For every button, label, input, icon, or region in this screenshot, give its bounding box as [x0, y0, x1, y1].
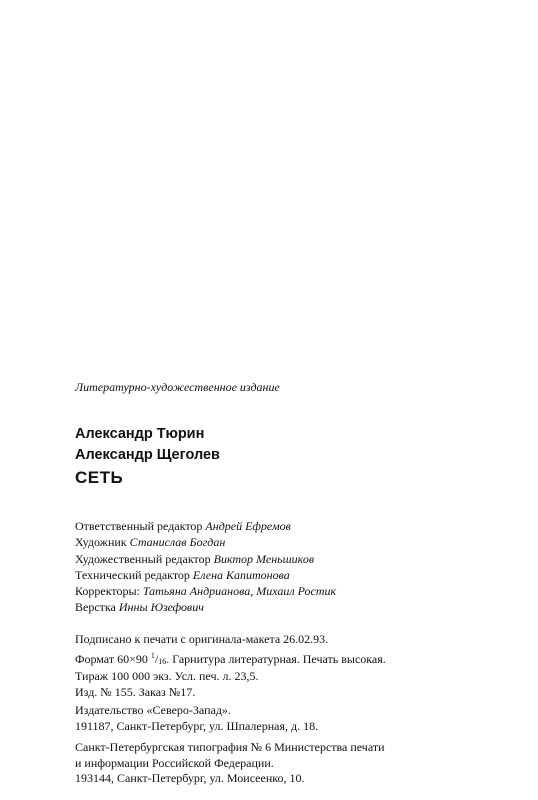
credit-role: Верстка [75, 600, 119, 615]
credit-name: Инны Юзефович [118, 600, 204, 615]
credit-role: Художник [75, 535, 130, 550]
book-title: СЕТЬ [75, 468, 124, 487]
format-line: Формат 60×90 $^1/_{16}$. Гарнитура литературная. Печать высокая. [75, 650, 386, 666]
order-line: Изд. № 155. Заказ №17. [75, 684, 196, 699]
credit-role: Технический редактор [75, 567, 193, 582]
print-info [75, 632, 515, 700]
author-name: Александр Тюрин [75, 426, 205, 442]
edition-type: Литературно-художественное издание [75, 380, 280, 394]
printer-address: 193144, Санкт-Петербург, ул. Моисеенко, 10. [75, 771, 305, 786]
printer-info [75, 740, 515, 787]
credit-role: Ответственный редактор [75, 519, 206, 533]
credit-line [75, 518, 515, 534]
credit-line [75, 599, 515, 615]
credit-line [75, 534, 515, 550]
printer-line: Санкт-Петербургская типография № 6 Министерства печати [75, 740, 385, 754]
credit-name: Виктор Меньшиков [213, 551, 315, 566]
author-name: Александр Щеголев [75, 447, 220, 463]
publisher-address: 191187, Санкт-Петербург, ул. Шпалерная, д. 18. [75, 718, 319, 733]
run-line: Тираж 100 000 экз. Усл. печ. л. 23,5. [75, 669, 259, 684]
authors [75, 424, 515, 466]
credit-role: Корректоры: [75, 584, 143, 599]
publisher-info [75, 703, 515, 734]
printer-line: и информации Российской Федерации. [75, 755, 274, 770]
credit-line [75, 583, 515, 599]
credit-line [75, 551, 515, 567]
credit-line [75, 567, 515, 583]
publisher-name: Издательство «Северо-Запад». [75, 703, 231, 717]
credit-role: Художественный редактор [75, 551, 214, 566]
credit-name: Андрей Ефремов [205, 519, 291, 533]
credit-name: Татьяна Андрианова, Михаил Ростик [142, 584, 337, 599]
credit-name: Станислав Богдан [129, 535, 226, 550]
signed-line: Подписано к печати с оригинала-макета 26.02.93. [75, 632, 329, 646]
credit-name: Елена Капитонова [192, 567, 290, 582]
credits-list [75, 518, 515, 616]
